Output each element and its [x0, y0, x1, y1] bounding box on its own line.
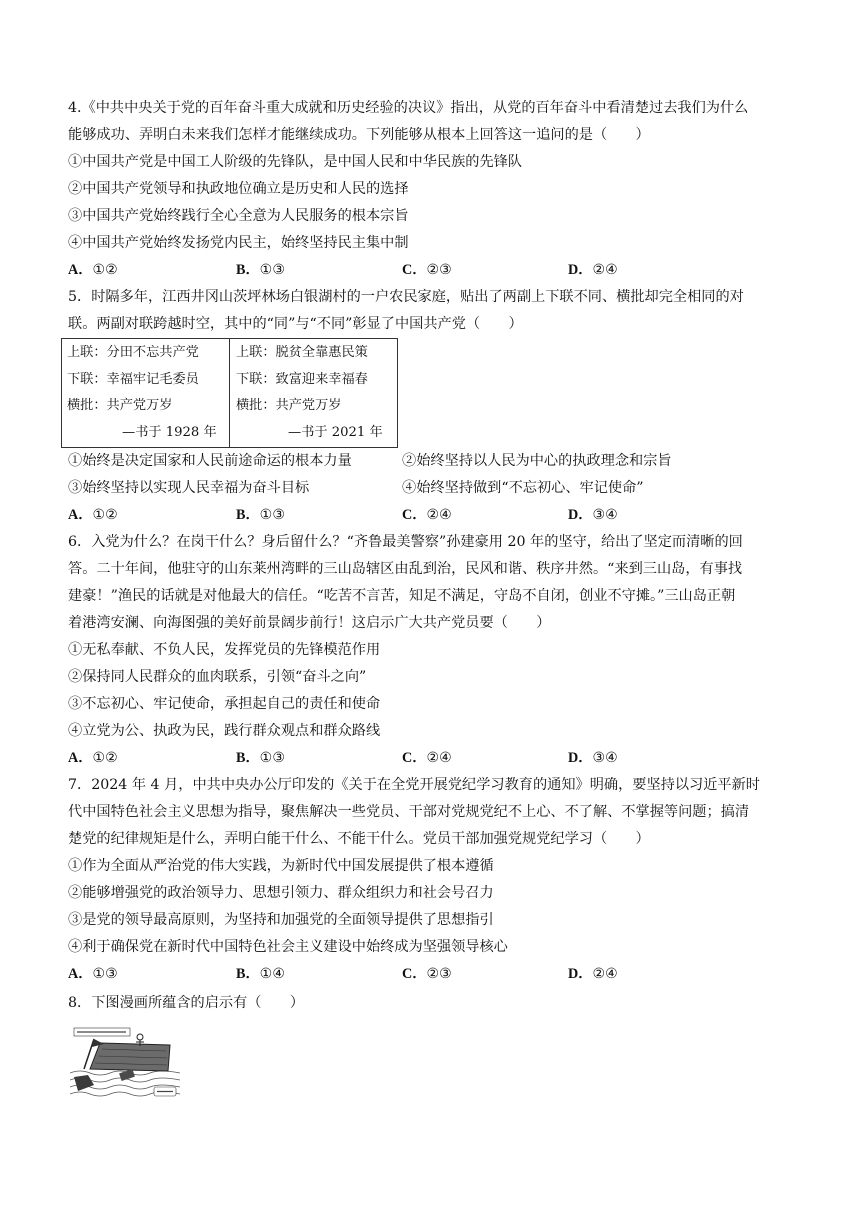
q4-option-c[interactable]: C．②③	[402, 262, 452, 278]
q4-item-2: ②中国共产党领导和执政地位确立是历史和人民的选择	[68, 181, 409, 197]
couplet-divider	[229, 339, 230, 447]
q4-stem-line-2: 能够成功、弄明白未来我们怎样才能继续成功。下列能够从根本上回答这一追问的是（ ）	[68, 127, 650, 143]
q4-option-a[interactable]: A．①②	[68, 262, 118, 278]
q6-stem-line-4: 着港湾安澜、向海图强的美好前景阔步前行！这启示广大共产党员要（ ）	[68, 615, 551, 631]
q6-option-b[interactable]: B．①③	[236, 750, 286, 766]
q6-option-c[interactable]: C．②④	[402, 750, 452, 766]
couplet-left-lower: 下联：幸福牢记毛委员	[67, 372, 199, 387]
q6-item-4: ④立党为公、执政为民，践行群众观点和群众路线	[68, 723, 381, 739]
q5-item-4: ④始终坚持做到“不忘初心、牢记使命”	[402, 480, 644, 496]
q7-stem-line-1: 7．2024 年 4 月，中共中央办公厅印发的《关于在全党开展党纪学习教育的通知》明确，要坚持以习近平新时	[68, 777, 760, 793]
comic-illustration	[70, 1025, 180, 1100]
couplet-right-upper: 上联：脱贫全靠惠民策	[236, 345, 368, 360]
q7-item-2: ②能够增强党的政治领导力、思想引领力、群众组织力和社会号召力	[68, 885, 494, 901]
q4-item-1: ①中国共产党是中国工人阶级的先锋队，是中国人民和中华民族的先锋队	[68, 154, 523, 170]
q5-item-3: ③始终坚持以实现人民幸福为奋斗目标	[68, 480, 310, 496]
q6-item-1: ①无私奉献、不负人民，发挥党员的先锋模范作用	[68, 642, 381, 658]
q6-item-2: ②保持同人民群众的血肉联系，引领“奋斗之向”	[68, 669, 367, 685]
q7-option-b[interactable]: B．①④	[236, 966, 286, 982]
q7-item-4: ④利于确保党在新时代中国特色社会主义建设中始终成为坚强领导核心	[68, 939, 508, 955]
couplet-left-sign: —书于 1928 年	[122, 425, 217, 440]
q6-stem-line-1: 6．入党为什么？在岗干什么？身后留什么？“齐鲁最美警察”孙建豪用 20 年的坚守，给出了坚定而清晰的回	[68, 534, 743, 550]
q5-option-c[interactable]: C．②④	[402, 507, 452, 523]
q5-option-a[interactable]: A．①②	[68, 507, 118, 523]
couplet-left-horizontal: 横批：共产党万岁	[67, 398, 173, 413]
q4-stem-line-1: 4.《中共中央关于党的百年奋斗重大成就和历史经验的决议》指出，从党的百年奋斗中看清楚过去我们为什么	[68, 100, 749, 116]
q7-option-c[interactable]: C．②③	[402, 966, 452, 982]
q5-option-b[interactable]: B．①③	[236, 507, 286, 523]
couplet-right-lower: 下联：致富迎来幸福春	[236, 372, 368, 387]
couplet-table	[61, 338, 398, 448]
q6-item-3: ③不忘初心、牢记使命，承担起自己的责任和使命	[68, 696, 381, 712]
q7-stem-line-3: 楚党的纪律规矩是什么，弄明白能干什么、不能干什么。党员干部加强党规党纪学习（ ）	[68, 831, 650, 847]
q6-stem-line-3: 建豪！”渔民的话就是对他最大的信任。“吃苦不言苦，知足不满足，守岛不自闭，创业不守摊。”三山岛正朝	[68, 588, 736, 604]
couplet-right-sign: —书于 2021 年	[288, 425, 383, 440]
q7-item-1: ①作为全面从严治党的伟大实践，为新时代中国发展提供了根本遵循	[68, 858, 494, 874]
q5-option-d[interactable]: D．③④	[568, 507, 618, 523]
q6-option-d[interactable]: D．③④	[568, 750, 618, 766]
q5-item-2: ②始终坚持以人民为中心的执政理念和宗旨	[402, 453, 672, 469]
q4-option-b[interactable]: B．①③	[236, 262, 286, 278]
q7-stem-line-2: 代中国特色社会主义思想为指导，聚焦解决一些党员、干部对党规党纪不上心、不了解、不掌握等问题；搞清	[68, 804, 750, 820]
q4-item-3: ③中国共产党始终践行全心全意为人民服务的根本宗旨	[68, 208, 409, 224]
q6-stem-line-2: 答。二十年间，他驻守的山东莱州湾畔的三山岛辖区由乱到治，民风和谐、秩序井然。“来到三山岛，有事找	[68, 561, 743, 577]
q4-item-4: ④中国共产党始终发扬党内民主，始终坚持民主集中制	[68, 235, 409, 251]
couplet-left-upper: 上联：分田不忘共产党	[67, 345, 199, 360]
q4-option-d[interactable]: D．②④	[568, 262, 618, 278]
q7-option-a[interactable]: A．①③	[68, 966, 118, 982]
couplet-right-horizontal: 横批：共产党万岁	[236, 398, 342, 413]
q7-item-3: ③是党的领导最高原则，为坚持和加强党的全面领导提供了思想指引	[68, 912, 494, 928]
q6-option-a[interactable]: A．①②	[68, 750, 118, 766]
q5-stem-line-1: 5．时隔多年，江西井冈山茨坪林场白银湖村的一户农民家庭，贴出了两副上下联不同、横批却完全相同的对	[68, 289, 744, 305]
q5-stem-line-2: 联。两副对联跨越时空，其中的“同”与“不同”彰显了中国共产党（ ）	[68, 316, 523, 332]
q7-option-d[interactable]: D．②④	[568, 966, 618, 982]
q8-stem: 8．下图漫画所蕴含的启示有（ ）	[68, 995, 305, 1011]
q5-item-1: ①始终是决定国家和人民前途命运的根本力量	[68, 453, 352, 469]
